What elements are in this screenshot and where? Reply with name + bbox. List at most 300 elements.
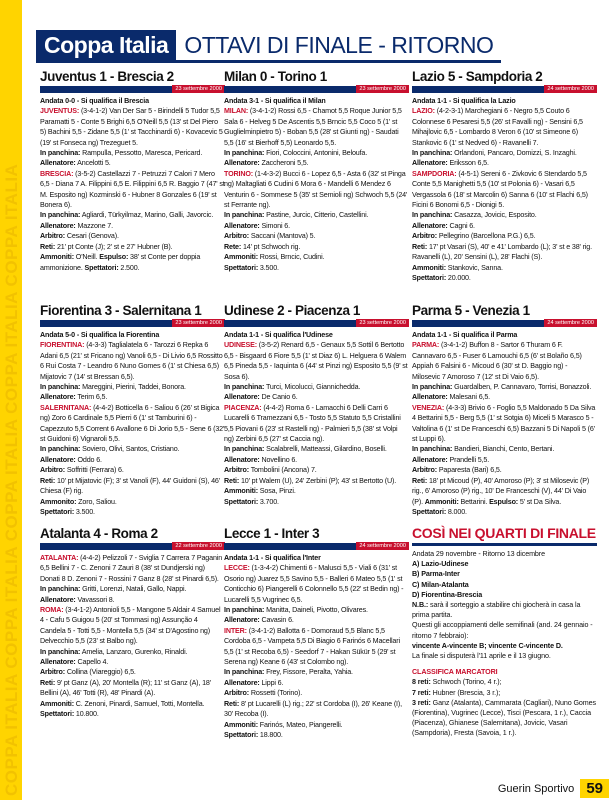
match-line [412,158,597,168]
match-title: Lazio 5 - Sampdoria 2 [412,69,543,84]
line-text: (1-4-3-2) Bucci 6 - Lopez 6,5 - Asta 6 (32' st Pinga ng) Maltagliati 6 Cudini 6 Mora 6 - Mandelli 6 Mendez 6 Venturin 6 - Sommese 5 (35' st Semioli ng) Schwoch 5,5 (24' st Ferrante ng). [224,169,408,210]
line-label: Spettatori: [224,497,259,506]
match-line [40,455,225,465]
match-lead: Andata 0-0 - Si qualifica il Brescia [40,97,149,105]
match-title: Juventus 1 - Brescia 2 [40,69,174,84]
line-text: Cesari (Genova). [64,232,119,241]
line-text: Bettarini. [458,497,490,506]
line-text: Mareggini, Pierini, Taddei, Bonora. [80,383,186,392]
line-label: In panchina: [224,149,265,158]
match-body [224,96,409,273]
quarti-body [412,549,597,739]
match-bar [412,86,597,93]
line-label: In panchina: [40,647,81,656]
match-line [40,221,225,231]
line-text: 9' pt Ganz (A), 20' Montella (R); 11' st Ganz (A), 18' Bellini (A), 46' Totti (R), 48' Pinardi (A). [40,678,211,698]
line-label: Allenatore: [224,616,260,625]
line-text: 14' pt Schwoch rig. [241,242,301,251]
match-line [412,465,597,475]
match-line [40,340,225,382]
match-title: Udinese 2 - Piacenza 1 [224,303,361,318]
line-text: 3.500. [74,507,95,516]
line-label: In panchina: [224,668,265,677]
line-text: Rossetti (Torino). [248,689,303,698]
line-label: In panchina: [412,383,453,392]
page-footer [498,779,609,798]
line-label: In panchina: [40,149,81,158]
line-label: In panchina: [412,211,453,220]
line-label: Arbitro: [412,466,437,475]
match-line [40,169,225,211]
match-line [412,340,597,382]
match-date: 23 settembre 2000 [172,85,225,93]
line-label: In panchina: [40,585,81,594]
line-label: Reti: [40,476,56,485]
match-line [224,382,409,392]
match-title: Fiorentina 3 - Salernitana 1 [40,303,202,318]
line-text: Sosa, Pinzi. [257,487,296,496]
match-atalanta-roma [40,525,225,720]
match-line [40,699,225,709]
line-text: Collina (Viareggio) 6,5. [64,668,136,677]
match-title: Parma 5 - Venezia 1 [412,303,530,318]
match-line [224,667,409,677]
match-line [412,263,597,273]
match-line [40,507,225,517]
line-text: Amelia, Lanzaro, Gurenko, Rinaldi. [80,647,188,656]
team-name: ATALANTA: [40,554,79,562]
line-text: Lippi 6. [259,678,284,687]
line-text: Eriksson 6,5. [447,159,489,168]
line-label: Reti: [40,678,56,687]
match-line [224,497,409,507]
line-text: (3-4-1-2) Antonioli 5,5 - Mangone 5 Aldair 4 Samuel 4 - Cafu 5 Guigou 5 (20' st Tommasi ng) Assunção 4 Candela 5 - Totti 5,5 - Montella 5,5 (34' st D'Agostino ng) Delvecchio 5,5 (23' st Balbo ng). [40,606,221,646]
line-label: Reti: [412,476,428,485]
match-line [412,148,597,158]
match-line [224,210,409,220]
match-line [224,699,409,720]
line-text: (4-3-3) Taglialatela 6 - Tarozzi 6 Repka 6 Adani 6,5 (21' st Fricano ng) Vanoli 6,5 - Di Livio 6,5 Rossitto 6 Rui Costa 7 - Leandro 6 Nuno Gomes 6 (1' st Chiesa 6,5) Mijatovic 7 (14' st Bressan 6,5). [40,341,223,381]
team-name: INTER: [224,626,247,635]
quarti-final: La finale si disputerà l'11 aprile e il 13 giugno. [412,652,551,661]
line-label: Rete: [224,242,242,251]
match-line [40,231,225,241]
line-text: Malesani 6,5. [447,393,491,402]
scorers-title: CLASSIFICA MARCATORI [412,668,498,677]
match-line [40,553,225,584]
line-label: Espulso: [489,497,519,506]
match-title: Lecce 1 - Inter 3 [224,526,320,541]
line-text: Zoro, Saliou. [76,497,117,506]
match-line [40,605,225,647]
line-text: Zaccheroni 5,5. [259,159,309,168]
line-label: In panchina: [412,149,453,158]
match-line [40,242,225,252]
line-label: Allenatore: [40,393,76,402]
team-name: VENEZIA: [412,403,445,412]
scorer-names: Schwoch (Torino, 4 r.); [430,678,502,687]
match-line [40,106,225,148]
page-header [36,30,501,63]
match-line [412,455,597,465]
line-text: (3-4-1-2) Van Der Sar 5 - Birindelli 5 Tudor 5,5 Paramatti 5 - Conte 5 Brighi 6,5 O'Neill 5,5 (13' st Del Piero 5) Bachini 5,5 - Zidane 5,5 (1' st Tacchinardi 6) - Kovacevic 5 (19' st Fonseca ng) Trezeguet 5. [40,107,223,147]
match-udinese-piacenza [224,302,409,507]
line-text: Bandieri, Bianchi, Cento, Bertani. [452,445,555,454]
line-label: Arbitro: [224,466,249,475]
match-line [40,678,225,699]
line-text: Frey, Fissore, Peralta, Yahia. [264,668,353,677]
line-text: Tombolini (Ancona) 7. [248,466,317,475]
line-text: (3-4-1-2) Ballotta 6 - Domoraud 5,5 Blanc 5,5 Cordoba 6,5 - Vampeta 5,5 Di Biagio 6 Farinós 6 Macellari 5,5 (1' st Recoba 6,5) - Seedorf 7 - Hakan Sükür 5 (29' st Serena ng) Keane 6 (43' st Colombo ng). [224,626,400,667]
match-line [40,595,225,605]
line-label: Spettatori: [84,263,119,272]
match-lead: Andata 1-1 - Si qualifica l'Inter [224,554,321,562]
match-lead: Andata 1-1 - Si qualifica l'Udinese [224,331,333,339]
line-text: Novellino 6. [259,455,298,464]
match-line [224,392,409,402]
line-label: In panchina: [224,383,265,392]
match-bar [40,320,225,327]
line-label: Espulso: [99,253,129,262]
match-line [224,465,409,475]
line-text: (3-5-2) Renard 6,5 - Genaux 5,5 Sottil 6 Bertotto 6,5 - Bisgaard 6 Fiore 5,5 (1' st Diaz 6) L. Helguera 6 Walem 6,5 Pineda 5,5 - Iaquinta 6 (44' st Pinzi ng) Esposito 5,5 (9' st Sosa 6). [224,341,408,381]
match-lead: Andata 3-1 - Si qualifica il Milan [224,97,326,105]
sidebar-strip [0,0,22,800]
match-body [40,330,225,517]
line-text: (4-4-2) Roma 6 - Lamacchi 6 Delli Carri 6 Lucarelli 6 Tramezzani 6,5 - Tosto 5,5 Statuto 5,5 Cristallini 5,5 Piovani 6 (23' st Rastelli ng) - Palmieri 5,5 (38' st Volpi ng) Zerbini 6,5 (27' st Caccia ng). [224,403,401,444]
match-date: 22 settembre 2000 [172,542,225,550]
team-name: MILAN: [224,107,249,116]
match-body [40,96,225,273]
sidebar-text: COPPA ITALIA COPPA ITALIA COPPA ITALIA COPPA ITALIA COPPA ITALIA [2,163,21,796]
line-text: Soviero, Olivi, Santos, Cristiano. [80,445,180,454]
match-line [412,476,597,507]
line-text: 8' pt Lucarelli (L) rig.; 22' st Cordoba (I), 26' Keane (I), 30' Recoba (I). [224,699,402,719]
line-label: Spettatori: [40,710,75,719]
match-date: 24 settembre 2000 [544,85,597,93]
line-text: Orlandoni, Pancaro, Domizzi, S. Inzaghi. [452,149,577,158]
line-text: Turci, Micolucci, Giannichedda. [264,383,361,392]
quarti-box [412,525,597,739]
line-text: 3.500. [258,263,279,272]
line-text: Casazza, Jovicic, Esposito. [452,211,537,220]
line-label: Ammoniti: [40,253,74,262]
line-label: Arbitro: [412,232,437,241]
match-line [40,252,225,273]
line-label: In panchina: [224,445,265,454]
line-text: (4-4-2) Botticella 6 - Saliou 6 (26' st Bigica ng) Zoro 6 Cardinale 5,5 Pierri 6 (1' st Tamburini 6) - Capezzuto 5,5 Corrent 6 Avallone 6 Di Jorio 5,5 - Sene 6 (32' st Guidoni 6) Vignaroli 5,5. [40,403,225,444]
line-label: In panchina: [224,606,265,615]
match-line [40,667,225,677]
match-line [412,444,597,454]
match-body [224,553,409,740]
match-line [40,403,225,445]
quarti-tie: B) Parma-Inter [412,570,460,579]
line-text: 3.700. [258,497,279,506]
line-label: Allenatore: [40,159,76,168]
line-label: Spettatori: [224,263,259,272]
quarti-note: Questi gli accoppiamenti delle semifinali (and. 24 gennaio - ritorno 7 febbraio): [412,621,593,640]
match-line [40,392,225,402]
line-label: Ammoniti: [224,487,258,496]
scorer-goals: 8 reti: [412,678,431,687]
line-label: Ammoniti: [40,699,74,708]
line-text: De Canio 6. [259,393,298,402]
line-label: Allenatore: [224,678,260,687]
team-name: SALERNITANA: [40,403,92,412]
line-text: Simoni 6. [259,221,290,230]
team-name: PIACENZA: [224,403,262,412]
match-line [40,382,225,392]
match-line [224,476,409,486]
line-text: Vavassori 8. [75,595,115,604]
match-lead: Andata 5-0 - Si qualifica la Fiorentina [40,331,160,339]
magazine-name: Guerin Sportivo [497,782,575,795]
line-text: Saccani (Mantova) 5. [248,232,316,241]
match-line [224,720,409,730]
match-line [224,252,409,262]
scorer-row [412,698,597,739]
line-text: 10' pt Walem (U), 24' Zerbini (P); 43' st Bertotto (U). [239,476,397,485]
line-label: Allenatore: [412,221,448,230]
team-name: UDINESE: [224,341,257,350]
quarti-nb-label: N.B.: [412,601,429,610]
line-text: Cagni 6. [447,221,475,230]
line-text: Manitta, Daineli, Pivotto, Olivares. [264,606,368,615]
scorer-names: Hubner (Brescia, 3 r.); [430,688,501,697]
line-label: Allenatore: [224,159,260,168]
scorer-goals: 3 reti: [412,698,431,707]
match-title: Atalanta 4 - Roma 2 [40,526,158,541]
match-line [224,263,409,273]
match-line [224,158,409,168]
match-line [412,403,597,445]
page-number: 59 [580,779,609,798]
match-line [412,507,597,517]
match-bar [224,320,409,327]
line-text: Rossi, Brncic, Cudini. [257,253,325,262]
line-text: Capello 4. [75,658,109,667]
line-label: Reti: [224,699,240,708]
match-line [224,444,409,454]
line-text: Soffritti (Ferrara) 6. [64,466,124,475]
match-line [412,382,597,392]
line-text: 8.000. [446,507,467,516]
match-line [40,148,225,158]
line-label: Allenatore: [224,221,260,230]
team-name: LAZIO: [412,107,435,116]
match-line [40,497,225,507]
match-line [412,392,597,402]
match-line [412,221,597,231]
line-text: 5' st Da Silva. [518,497,562,506]
match-line [224,169,409,211]
line-text: Fiori, Coloccini, Antonini, Beloufa. [264,149,368,158]
match-line [40,210,225,220]
match-milan-torino [224,68,409,273]
match-line [224,615,409,625]
quarti-tie: A) Lazio-Udinese [412,560,469,569]
match-line [412,242,597,263]
line-label: Allenatore: [412,393,448,402]
line-text: Paparesta (Bari) 6,5. [436,466,502,475]
line-text: Agliardi, Türkyilmaz, Marino, Galli, Javorcic. [80,211,214,220]
scorer-goals: 7 reti: [412,688,431,697]
match-line [412,169,597,211]
line-text: (3-5-2) Castellazzi 7 - Petruzzi 7 Calori 7 Mero 6,5 - Diana 7 A. Filippini 6,5 E. Filippini 6,5 R. Baggio 7 (47' st M. Esposito ng) Kozminski 6 - Hubner 8 Gonzales 6 (19' st Bonera 6). [40,169,225,210]
line-text: Stankovic, Sanna. [445,263,503,272]
line-text: Rampulla, Pessotto, Maresca, Pericard. [80,149,203,158]
match-line [40,465,225,475]
match-bar [224,86,409,93]
line-label: Ammonito: [40,497,77,506]
match-line [224,605,409,615]
match-line [40,709,225,719]
match-line [224,730,409,740]
line-text: Oddo 6. [75,455,102,464]
line-label: Allenatore: [412,159,448,168]
match-line [224,678,409,688]
line-label: Allenatore: [40,455,76,464]
line-text: (1-3-4-2) Chimenti 6 - Malusci 5,5 - Viali 6 (31' st Osorio ng) Juarez 5,5 Savino 5,5 - Balleri 6 Mateo 5,5 (1' st Conticchio 6) Piangerelli 6 Colonnello 5,5 (22' st Bedin ng) - Lucarelli 5,5 Vugrinec 6,5. [224,564,404,604]
line-text: 18.800. [258,730,283,739]
match-bar [40,543,225,550]
line-label: Arbitro: [40,466,65,475]
line-label: Spettatori: [412,507,447,516]
team-name: FIORENTINA: [40,341,85,350]
line-text: Cavasin 6. [259,616,294,625]
match-bar [412,320,597,327]
line-text: Pellegrino (Barcellona P.G.) 6,5. [436,232,536,241]
quarti-nb [412,600,597,620]
scorer-row [412,688,597,698]
match-body [40,553,225,720]
match-bar [40,86,225,93]
quarti-intro: Andata 29 novembre - Ritorno 13 dicembre [412,550,545,558]
line-label: Arbitro: [224,232,249,241]
line-text: Prandelli 5,5. [447,455,490,464]
line-text: Scalabrelli, Matteassi, Gilardino, Boselli. [264,445,387,454]
match-line [224,242,409,252]
line-text: 10.800. [74,710,99,719]
team-name: LECCE: [224,564,250,573]
line-text: Terim 6,5. [75,393,108,402]
line-label: Arbitro: [224,689,249,698]
header-round: OTTAVI DI FINALE - RITORNO [184,31,494,58]
line-text: 20.000. [446,273,471,282]
line-text: 2.500. [118,263,140,272]
line-label: Allenatore: [224,393,260,402]
match-line [40,647,225,657]
match-line [224,148,409,158]
line-label: In panchina: [40,445,81,454]
match-line [224,563,409,605]
line-label: In panchina: [224,211,265,220]
match-line [224,455,409,465]
match-date: 24 settembre 2000 [356,542,409,550]
match-date: 23 settembre 2000 [356,85,409,93]
line-text: (4-3-3) Brivio 6 - Foglio 5,5 Maldonado 5 Da Silva 4 Bettarini 5,5 - Berg 5,5 (1' st Sotgia 6) Miceli 5 Marasco 5 - Valtolina 6 (1' st De Franceschi 6,5) Bazzani 5 Di Napoli 5 (6' st Luppi 6). [412,403,596,444]
team-name: BRESCIA: [40,169,74,178]
match-line [224,106,409,148]
match-line [40,584,225,594]
line-label: Reti: [40,242,56,251]
line-label: Arbitro: [40,232,65,241]
match-date: 23 settembre 2000 [172,319,225,327]
line-label: Reti: [224,476,240,485]
line-text: (4-2-3-1) Marchegiani 6 - Negro 5,5 Couto 6 Colonnese 6 Pesaresi 5,5 (26' st Favalli ng) - Sensini 6,5 Mihajlovic 6,5 - Lombardo 8 Veron 6 (10' st Simeone 6) Stankovic 6 (1' st Nedved 6) - Ravanelli 7. [412,107,583,147]
line-label: Ammoniti: [224,253,258,262]
line-text: (4-4-2) Pelizzoli 7 - Sviglia 7 Carrera 7 Paganin 6,5 Bellini 7 - C. Zenoni 7 Zauri 8 (38' st Dundjerski ng) Donati 8 D. Zenoni 7 - Rossini 7 Ganz 8 (28' st Pinardi 6,5). [40,554,223,583]
line-text: (3-4-1-2) Rossi 6,5 - Chamot 5,5 Roque Junior 5,5 Sala 6 - Helveg 5 De Ascentis 5,5 Brncic 5,5 Coco 5 (1' st Guglielminpietro 5) - Boban 5,5 (28' st Giunti ng) - Saudati 5,5 (16' st Bierhoff 5,5) Leonardo 5,5. [224,107,402,147]
line-text: 10' pt Mijatovic (F); 3' st Vanoli (F), 44' Guidoni (S), 46' Chiesa (F) rig. [40,476,220,496]
quarti-rule [412,543,597,546]
line-text: C. Zenoni, Pinardi, Samuel, Totti, Montella. [73,699,205,708]
match-date: 23 settembre 2000 [356,319,409,327]
scorer-names: Ganz (Atalanta), Cammarata (Cagliari), Nuno Gomes (Fiorentina), Vugrinec (Lecce), Tisci (Pescara, 1 r.), Caccia (Piacenza), Ghianese (Salernitana), Jovicic, Vasari (Sampdoria), Fresta (Savoia, 1 r.). [412,698,596,738]
line-text: 38' st Conte per doppia ammonizione. [40,253,201,272]
match-juventus-brescia [40,68,225,273]
quarti-title: COSÌ NEI QUARTI DI FINALE [412,525,596,541]
quarti-tie: D) Fiorentina-Brescia [412,590,483,599]
line-label: Allenatore: [40,658,76,667]
line-label: Ammoniti: [224,720,258,729]
line-label: In panchina: [40,383,81,392]
line-label: Spettatori: [412,273,447,282]
line-text: O'Neill. [73,253,100,262]
line-text: Mazzone 7. [75,221,113,230]
match-title: Milan 0 - Torino 1 [224,69,327,84]
match-line [224,221,409,231]
match-line [40,158,225,168]
line-text: Farinós, Mateo, Piangerelli. [257,720,343,729]
line-label: In panchina: [412,445,453,454]
match-line [412,273,597,283]
match-line [224,626,409,668]
match-body [224,330,409,507]
match-lecce-inter [224,525,409,740]
line-label: Reti: [412,242,428,251]
match-line [224,403,409,445]
match-body [412,96,597,283]
line-label: Allenatore: [40,221,76,230]
line-text: Gritti, Lorenzi, Natali, Gallo, Nappi. [80,585,187,594]
line-text: (4-5-1) Sereni 6 - Zivkovic 6 Stendardo 5,5 Conte 5,5 Manighetti 5,5 (10' st Polonia 6) - Vasari 6,5 Vergassola 6 (18' st Marcolin 6) Sanna 6 (10' st Flachi 6,5) Ficini 6 Bonomi 6,5 - Dionigi 5. [412,169,588,210]
line-label: In panchina: [40,211,81,220]
match-line [40,657,225,667]
match-bar [224,543,409,550]
line-label: Allenatore: [224,455,260,464]
team-name: ROMA: [40,606,64,615]
match-line [40,444,225,454]
header-competition: Coppa Italia [36,30,176,60]
line-text: Guardalben, P. Cannavaro, Torrisi, Bonazzoli. [452,383,592,392]
quarti-semi: vincente A-vincente B; vincente C-vincente D. [412,641,563,650]
quarti-tie: C) Milan-Atalanta [412,580,469,589]
match-lead: Andata 1-1 - Si qualifica il Parma [412,331,518,339]
team-name: PARMA: [412,341,440,350]
match-line [412,210,597,220]
match-line [224,688,409,698]
line-text: 21' pt Conte (J); 2' st e 27' Hubner (B). [55,242,173,251]
scorer-row [412,677,597,687]
line-label: Spettatori: [224,730,259,739]
line-text: Pastine, Jurcic, Citterio, Castellini. [264,211,369,220]
match-parma-venezia [412,302,597,517]
line-label: Ammoniti: [412,263,446,272]
match-line [412,106,597,148]
line-text: 17' pt Vasari (S), 40' e 41' Lombardo (L); 3' st e 38' rig. Ravanelli (L), 20' Sensini (L), 28' Flachi (S). [412,242,592,262]
